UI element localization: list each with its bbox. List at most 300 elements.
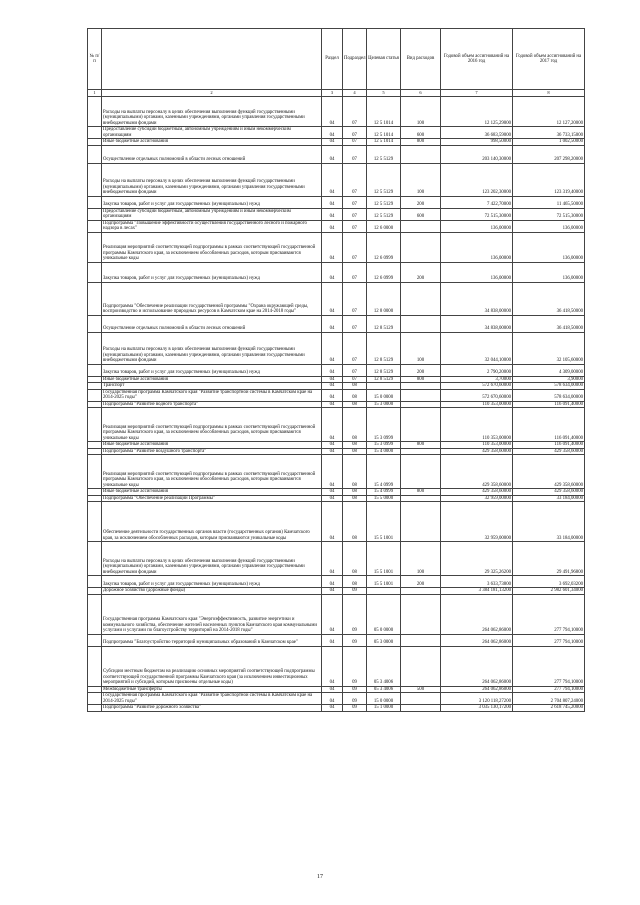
- cell-expense-type: [401, 232, 441, 262]
- cell-amount-2016: 264 062,86000: [441, 594, 513, 634]
- cell-target-article: 12 5 1014: [367, 127, 401, 139]
- table-row: [88, 208, 585, 220]
- cell-name: Расходы на выплаты персоналу в целях обеспечения выполнения функций государственными (муниципальными) органами, казенными учреждениями, органами управления государственными внебюджетными фондами: [102, 97, 322, 127]
- cell-target-article: 15 4 0999: [367, 489, 401, 496]
- table-row: [88, 705, 585, 712]
- cell-section: 04: [322, 442, 343, 449]
- column-number: 1: [88, 90, 102, 97]
- cell-amount-2016: 572 670,60000: [441, 383, 513, 390]
- cell-subsection: 07: [343, 220, 367, 232]
- cell-expense-type: 800: [401, 139, 441, 146]
- cell-target-article: 12 5 1014: [367, 97, 401, 127]
- cell-section: 04: [322, 576, 343, 588]
- cell-subsection: 08: [343, 401, 367, 408]
- cell-subsection: 09: [343, 686, 367, 693]
- cell-section: 04: [322, 145, 343, 163]
- cell-name: Иные бюджетные ассигнования: [102, 489, 322, 496]
- cell-expense-type: 800: [401, 376, 441, 383]
- cell-target-article: 05 3 0000: [367, 634, 401, 646]
- cell-number: [88, 594, 102, 634]
- cell-name: Транспорт: [102, 383, 322, 390]
- cell-target-article: 12 8 5129: [367, 376, 401, 383]
- cell-section: 04: [322, 139, 343, 146]
- cell-amount-2017: 429 358,60000: [513, 448, 585, 455]
- cell-target-article: 15 5 1001: [367, 576, 401, 588]
- cell-amount-2016: 32 959,00000: [441, 502, 513, 542]
- cell-number: [88, 542, 102, 576]
- cell-subsection: 08: [343, 502, 367, 542]
- cell-amount-2016: 3 633,73800: [441, 576, 513, 588]
- cell-name: Предоставление субсидий бюджетным, автономным учреждениям и иным некоммерческим организациям: [102, 208, 322, 220]
- budget-table-sheet: [87, 28, 584, 712]
- cell-amount-2016: 110 353,00000: [441, 442, 513, 449]
- table-row: [88, 364, 585, 376]
- cell-expense-type: 100: [401, 332, 441, 364]
- table-row: [88, 634, 585, 646]
- cell-target-article: 12 5 5129: [367, 145, 401, 163]
- cell-amount-2017: 33 184,00000: [513, 495, 585, 502]
- cell-number: [88, 364, 102, 376]
- header-name: [102, 29, 322, 90]
- cell-target-article: 12 8 5129: [367, 364, 401, 376]
- cell-amount-2016: 136,00000: [441, 232, 513, 262]
- cell-subsection: 07: [343, 163, 367, 196]
- cell-subsection: 09: [343, 705, 367, 712]
- cell-subsection: 09: [343, 693, 367, 705]
- table-body: [88, 97, 585, 712]
- cell-section: 04: [322, 196, 343, 208]
- header-csr: Целевая статья: [367, 29, 401, 90]
- cell-target-article: 15 0 0000: [367, 693, 401, 705]
- cell-number: [88, 389, 102, 401]
- cell-subsection: 08: [343, 389, 367, 401]
- cell-target-article: 12 5 5129: [367, 196, 401, 208]
- cell-target-article: 15 0 0000: [367, 389, 401, 401]
- cell-amount-2016: 32 959,00000: [441, 495, 513, 502]
- cell-amount-2017: 136,00000: [513, 262, 585, 282]
- cell-number: [88, 220, 102, 232]
- cell-section: 04: [322, 127, 343, 139]
- cell-section: 04: [322, 332, 343, 364]
- cell-amount-2017: 32 105,60000: [513, 332, 585, 364]
- cell-section: 04: [322, 220, 343, 232]
- cell-name: Государственная программа Камчатского края "Развитие транспортной системы в Камчатском крае на 2014-2025 годы": [102, 389, 322, 401]
- table-row: [88, 332, 585, 364]
- cell-subsection: 08: [343, 576, 367, 588]
- cell-amount-2016: 7 422,70000: [441, 196, 513, 208]
- cell-target-article: 12 5 5129: [367, 208, 401, 220]
- cell-expense-type: [401, 594, 441, 634]
- header-row: [88, 29, 585, 90]
- cell-expense-type: [401, 282, 441, 315]
- cell-subsection: 07: [343, 364, 367, 376]
- cell-number: [88, 502, 102, 542]
- cell-subsection: 08: [343, 489, 367, 496]
- cell-target-article: 15 3 0999: [367, 408, 401, 442]
- cell-subsection: 07: [343, 376, 367, 383]
- cell-section: 04: [322, 693, 343, 705]
- cell-name: Расходы на выплаты персоналу в целях обеспечения выполнения функций государственными (муниципальными) органами, казенными учреждениями, органами управления государственными внебюджетными фондами: [102, 542, 322, 576]
- cell-amount-2016: 12 125,29000: [441, 97, 513, 127]
- table-row: [88, 315, 585, 332]
- column-number: 5: [367, 90, 401, 97]
- cell-amount-2016: 29 325,26200: [441, 542, 513, 576]
- cell-amount-2017: 36 418,50000: [513, 315, 585, 332]
- cell-section: 04: [322, 232, 343, 262]
- cell-name: Реализация мероприятий соответствующей подпрограммы в рамках соответствующей государственной программы Камчатского края, за исключением обособленных расходов, которым присваиваются уникальные коды: [102, 232, 322, 262]
- cell-number: [88, 282, 102, 315]
- cell-amount-2016: 136,00000: [441, 220, 513, 232]
- cell-number: [88, 208, 102, 220]
- cell-amount-2017: 36 733,15000: [513, 127, 585, 139]
- cell-expense-type: [401, 220, 441, 232]
- table-row: [88, 693, 585, 705]
- cell-amount-2017: 277 794,10000: [513, 686, 585, 693]
- cell-amount-2017: 2 704 807,24000: [513, 693, 585, 705]
- cell-name: Закупка товаров, работ и услуг для государственных (муниципальных) нужд: [102, 364, 322, 376]
- cell-expense-type: [401, 646, 441, 686]
- cell-expense-type: 800: [401, 442, 441, 449]
- cell-expense-type: [401, 389, 441, 401]
- cell-amount-2016: 264 062,86000: [441, 646, 513, 686]
- cell-amount-2017: 33 184,00000: [513, 502, 585, 542]
- cell-number: [88, 127, 102, 139]
- table-row: [88, 594, 585, 634]
- column-number: 3: [322, 90, 343, 97]
- cell-expense-type: 600: [401, 208, 441, 220]
- cell-amount-2016: 32 044,10000: [441, 332, 513, 364]
- cell-name: Закупка товаров, работ и услуг для государственных (муниципальных) нужд: [102, 576, 322, 588]
- cell-target-article: 05 0 0000: [367, 594, 401, 634]
- cell-subsection: 07: [343, 208, 367, 220]
- header-vr: Вид расходов: [401, 29, 441, 90]
- cell-section: 04: [322, 489, 343, 496]
- cell-number: [88, 634, 102, 646]
- header-prz: Подраздел: [343, 29, 367, 90]
- cell-name: Осуществление отдельных полномочий в области лесных отношений: [102, 145, 322, 163]
- table-row: [88, 145, 585, 163]
- cell-amount-2016: 3 384 181,13200: [441, 588, 513, 595]
- cell-section: 04: [322, 376, 343, 383]
- cell-expense-type: [401, 693, 441, 705]
- cell-amount-2017: 277 794,10000: [513, 634, 585, 646]
- cell-expense-type: 500: [401, 686, 441, 693]
- cell-amount-2017: 2 618 745,20000: [513, 705, 585, 712]
- cell-number: [88, 455, 102, 489]
- cell-amount-2017: 277 794,10000: [513, 646, 585, 686]
- cell-target-article: 15 5 1001: [367, 542, 401, 576]
- cell-section: 04: [322, 495, 343, 502]
- cell-expense-type: [401, 145, 441, 163]
- cell-section: 04: [322, 448, 343, 455]
- cell-name: Государственная программа Камчатского края "Развитие транспортной системы в Камчатском крае на 2014-2025 годы": [102, 693, 322, 705]
- cell-name: Реализация мероприятий соответствующей подпрограммы в рамках соответствующей государственной программы Камчатского края, за исключением обособленных расходов, которым присваиваются уникальные коды: [102, 408, 322, 442]
- cell-amount-2016: 3 120 118,27200: [441, 693, 513, 705]
- cell-amount-2016: 203 140,30000: [441, 145, 513, 163]
- table-row: [88, 576, 585, 588]
- cell-name: Подпрограмма "Благоустройство территорий муниципальных образований в Камчатском крае": [102, 634, 322, 646]
- cell-amount-2016: 429 358,60000: [441, 489, 513, 496]
- table-row: [88, 97, 585, 127]
- cell-section: 04: [322, 542, 343, 576]
- header-rzd: Раздел: [322, 29, 343, 90]
- table-row: [88, 232, 585, 262]
- table-row: [88, 408, 585, 442]
- cell-subsection: 08: [343, 455, 367, 489]
- cell-amount-2016: 429 358,60000: [441, 455, 513, 489]
- cell-number: [88, 705, 102, 712]
- cell-amount-2016: 264 062,86000: [441, 634, 513, 646]
- cell-section: 04: [322, 594, 343, 634]
- cell-name: Закупка товаров, работ и услуг для государственных (муниципальных) нужд: [102, 196, 322, 208]
- cell-amount-2017: 578 634,00000: [513, 389, 585, 401]
- cell-section: 04: [322, 646, 343, 686]
- cell-subsection: 07: [343, 97, 367, 127]
- cell-amount-2016: 429 358,60000: [441, 448, 513, 455]
- cell-subsection: 08: [343, 383, 367, 390]
- cell-number: [88, 145, 102, 163]
- cell-amount-2016: 998,50000: [441, 139, 513, 146]
- table-row: [88, 502, 585, 542]
- header-y2017: Годовой объем ассигнований на 2017 год: [513, 29, 585, 90]
- cell-amount-2017: 3,90000: [513, 376, 585, 383]
- cell-amount-2017: 72 515,30000: [513, 208, 585, 220]
- cell-number: [88, 163, 102, 196]
- cell-expense-type: 100: [401, 97, 441, 127]
- cell-section: 04: [322, 588, 343, 595]
- cell-number: [88, 262, 102, 282]
- cell-target-article: 12 6 0999: [367, 262, 401, 282]
- cell-name: Предоставление субсидий бюджетным, автономным учреждениям и иным некоммерческим организациям: [102, 127, 322, 139]
- cell-amount-2016: 36 683,59000: [441, 127, 513, 139]
- column-number: 7: [441, 90, 513, 97]
- column-number: 8: [513, 90, 585, 97]
- cell-section: 04: [322, 315, 343, 332]
- cell-section: 04: [322, 455, 343, 489]
- table-row: [88, 389, 585, 401]
- cell-amount-2017: 11 465,50000: [513, 196, 585, 208]
- cell-section: 04: [322, 705, 343, 712]
- page-number: 17: [317, 874, 323, 880]
- cell-name: Подпрограмма "Обеспечение реализации государственной программы "Охрана окружающей среды, воспроизводство и использование природных ресурсов в Камчатском крае на 2014-2018 годы": [102, 282, 322, 315]
- table-row: [88, 646, 585, 686]
- cell-expense-type: [401, 408, 441, 442]
- cell-name: Подпрограмма "Обеспечение реализации Программы": [102, 495, 322, 502]
- table-row: [88, 163, 585, 196]
- cell-target-article: 15 3 0999: [367, 442, 401, 449]
- cell-expense-type: 200: [401, 196, 441, 208]
- cell-section: 04: [322, 163, 343, 196]
- cell-subsection: 09: [343, 646, 367, 686]
- cell-amount-2016: 3 035 130,17200: [441, 705, 513, 712]
- cell-amount-2016: 264 062,86000: [441, 686, 513, 693]
- cell-target-article: 12 8 5129: [367, 315, 401, 332]
- cell-name: Подпрограмма "Повышение эффективности осуществления государственного лесного и пожарного надзора в лесах": [102, 220, 322, 232]
- cell-target-article: 12 6 0999: [367, 232, 401, 262]
- cell-name: Закупка товаров, работ и услуг для государственных (муниципальных) нужд: [102, 262, 322, 282]
- cell-subsection: 07: [343, 232, 367, 262]
- cell-number: [88, 97, 102, 127]
- cell-number: [88, 332, 102, 364]
- cell-expense-type: 100: [401, 542, 441, 576]
- cell-amount-2016: 110 353,00000: [441, 408, 513, 442]
- column-numbers-row: [88, 90, 585, 97]
- cell-expense-type: 800: [401, 489, 441, 496]
- cell-target-article: 05 3 4006: [367, 686, 401, 693]
- cell-amount-2017: 116 091,40000: [513, 408, 585, 442]
- cell-section: 04: [322, 686, 343, 693]
- cell-amount-2016: 572 670,60000: [441, 389, 513, 401]
- cell-target-article: 12 5 5129: [367, 163, 401, 196]
- cell-number: [88, 646, 102, 686]
- cell-expense-type: [401, 634, 441, 646]
- cell-name: Осуществление отдельных полномочий в области лесных отношений: [102, 315, 322, 332]
- cell-target-article: 12 8 5129: [367, 332, 401, 364]
- table-row: [88, 455, 585, 489]
- cell-name: Расходы на выплаты персоналу в целях обеспечения выполнения функций государственными (муниципальными) органами, казенными учреждениями, органами управления государственными внебюджетными фондами: [102, 332, 322, 364]
- cell-expense-type: [401, 705, 441, 712]
- cell-subsection: 09: [343, 634, 367, 646]
- cell-subsection: 08: [343, 442, 367, 449]
- cell-amount-2017: 123 319,40000: [513, 163, 585, 196]
- cell-amount-2016: 34 838,00000: [441, 315, 513, 332]
- cell-amount-2017: 116 091,40000: [513, 442, 585, 449]
- cell-subsection: 07: [343, 332, 367, 364]
- cell-name: Иные бюджетные ассигнования: [102, 442, 322, 449]
- cell-amount-2016: 123 202,30000: [441, 163, 513, 196]
- cell-expense-type: 600: [401, 127, 441, 139]
- cell-amount-2016: 72 515,30000: [441, 208, 513, 220]
- cell-number: [88, 576, 102, 588]
- cell-target-article: 15 3 0000: [367, 401, 401, 408]
- cell-amount-2016: 110 353,00000: [441, 401, 513, 408]
- table-row: [88, 542, 585, 576]
- cell-amount-2017: 3 692,03200: [513, 576, 585, 588]
- column-number: 4: [343, 90, 367, 97]
- cell-amount-2016: 2 790,20000: [441, 364, 513, 376]
- cell-amount-2017: 578 634,00000: [513, 383, 585, 390]
- cell-target-article: 15 1 0000: [367, 705, 401, 712]
- cell-target-article: 15 4 0000: [367, 448, 401, 455]
- cell-name: Подпрограмма "Развитие водного транспорта": [102, 401, 322, 408]
- cell-amount-2017: 136,00000: [513, 220, 585, 232]
- cell-section: 04: [322, 401, 343, 408]
- cell-name: Расходы на выплаты персоналу в целях обеспечения выполнения функций государственными (муниципальными) органами, казенными учреждениями, органами управления государственными внебюджетными фондами: [102, 163, 322, 196]
- budget-table: [87, 28, 585, 712]
- table-row: [88, 220, 585, 232]
- header-y2016: Годовой объем ассигнований на 2016 год: [441, 29, 513, 90]
- cell-section: 04: [322, 262, 343, 282]
- cell-amount-2016: 136,00000: [441, 262, 513, 282]
- cell-target-article: 15 5 0000: [367, 495, 401, 502]
- column-number: 6: [401, 90, 441, 97]
- cell-name: Иные бюджетные ассигнования: [102, 376, 322, 383]
- table-row: [88, 262, 585, 282]
- cell-target-article: 12 6 0000: [367, 220, 401, 232]
- cell-section: 04: [322, 282, 343, 315]
- cell-amount-2017: 207 298,20000: [513, 145, 585, 163]
- cell-subsection: 08: [343, 542, 367, 576]
- cell-target-article: 12 8 0000: [367, 282, 401, 315]
- cell-amount-2017: 429 358,60000: [513, 489, 585, 496]
- cell-subsection: 08: [343, 408, 367, 442]
- cell-expense-type: [401, 315, 441, 332]
- cell-target-article: 15 4 0999: [367, 455, 401, 489]
- cell-amount-2017: 36 418,50000: [513, 282, 585, 315]
- cell-subsection: 09: [343, 594, 367, 634]
- cell-section: 04: [322, 634, 343, 646]
- cell-expense-type: 200: [401, 576, 441, 588]
- cell-subsection: 09: [343, 588, 367, 595]
- cell-subsection: 08: [343, 448, 367, 455]
- cell-name: Подпрограмма "Развитие дорожного хозяйства": [102, 705, 322, 712]
- cell-amount-2017: 277 794,10000: [513, 594, 585, 634]
- table-row: [88, 196, 585, 208]
- cell-subsection: 08: [343, 495, 367, 502]
- cell-target-article: 12 5 1014: [367, 139, 401, 146]
- cell-subsection: 07: [343, 282, 367, 315]
- cell-number: [88, 232, 102, 262]
- cell-expense-type: 100: [401, 163, 441, 196]
- cell-section: 04: [322, 408, 343, 442]
- header-no: № п/п: [88, 29, 102, 90]
- cell-name: Государственная программа Камчатского края "Энергоэффективность, развитие энергетики и коммунального хозяйства, обеспечение жителей населенных пунктов Камчатского края коммунальными услугами и услугами по благоустройству территорий на 2014-2018 годы": [102, 594, 322, 634]
- cell-expense-type: [401, 502, 441, 542]
- cell-name: Обеспечение деятельности государственных органов власти (государственных органов) Камчатского края, за исключением обособленных расходов, которым присваиваются уникальные коды: [102, 502, 322, 542]
- cell-target-article: 05 3 4006: [367, 646, 401, 686]
- cell-subsection: 07: [343, 145, 367, 163]
- cell-subsection: 07: [343, 315, 367, 332]
- cell-section: 04: [322, 383, 343, 390]
- cell-amount-2017: 4 309,00000: [513, 364, 585, 376]
- cell-amount-2017: 12 127,20000: [513, 97, 585, 127]
- cell-section: 04: [322, 389, 343, 401]
- cell-subsection: 07: [343, 139, 367, 146]
- cell-amount-2017: 29 491,96800: [513, 542, 585, 576]
- cell-amount-2017: 429 358,60000: [513, 455, 585, 489]
- cell-subsection: 07: [343, 262, 367, 282]
- cell-subsection: 07: [343, 196, 367, 208]
- cell-subsection: 07: [343, 127, 367, 139]
- cell-amount-2017: 1 002,50000: [513, 139, 585, 146]
- cell-number: [88, 693, 102, 705]
- cell-expense-type: [401, 455, 441, 489]
- cell-name: Дорожное хозяйство (дорожные фонды): [102, 588, 322, 595]
- cell-section: 04: [322, 208, 343, 220]
- cell-number: [88, 196, 102, 208]
- cell-name: Межбюджетные трансферты: [102, 686, 322, 693]
- cell-name: Реализация мероприятий соответствующей подпрограммы в рамках соответствующей государственной программы Камчатского края, за исключением обособленных расходов, которым присваиваются уникальные коды: [102, 455, 322, 489]
- cell-amount-2017: 136,00000: [513, 232, 585, 262]
- column-number: 2: [102, 90, 322, 97]
- table-row: [88, 282, 585, 315]
- cell-number: [88, 315, 102, 332]
- cell-section: 04: [322, 364, 343, 376]
- cell-target-article: 15 5 1001: [367, 502, 401, 542]
- cell-section: 04: [322, 502, 343, 542]
- cell-amount-2016: 34 838,00000: [441, 282, 513, 315]
- cell-amount-2017: 116 091,40000: [513, 401, 585, 408]
- cell-section: 04: [322, 97, 343, 127]
- cell-amount-2016: 3,70000: [441, 376, 513, 383]
- cell-expense-type: 200: [401, 364, 441, 376]
- cell-expense-type: 200: [401, 262, 441, 282]
- cell-number: [88, 408, 102, 442]
- cell-amount-2017: 2 982 601,34000: [513, 588, 585, 595]
- table-row: [88, 127, 585, 139]
- cell-name: Субсидии местным бюджетам на реализацию основных мероприятий соответствующей подпрограммы соответствующей государственной программы Камчатского края (за исключением инвестиционных мероприятий и субсидий, которым присвоены отдельные коды): [102, 646, 322, 686]
- cell-name: Иные бюджетные ассигнования: [102, 139, 322, 146]
